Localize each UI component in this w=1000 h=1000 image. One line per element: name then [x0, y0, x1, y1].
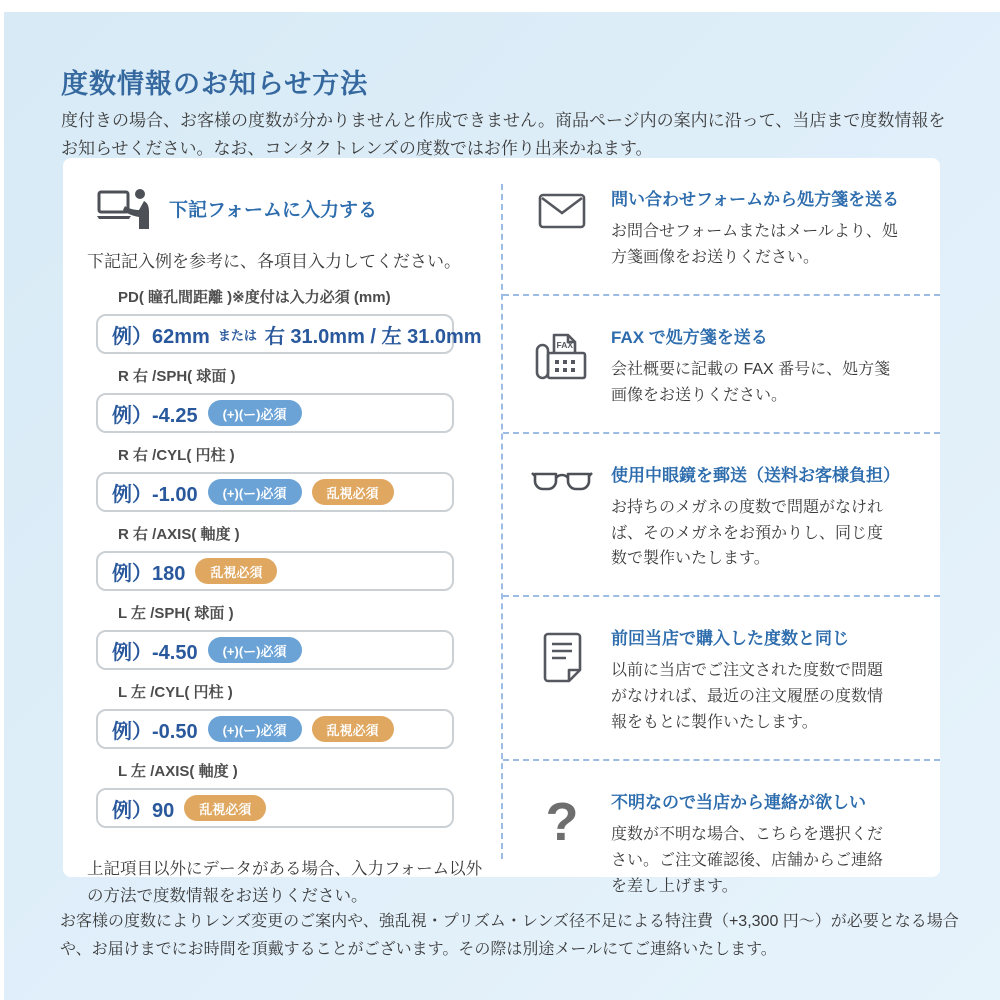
example-input-box — [96, 551, 454, 591]
form-row-l-axis — [96, 760, 454, 828]
field-label: R 右 /SPH( 球面 ) — [118, 368, 236, 385]
form-row-l-sph — [96, 602, 454, 670]
form-row-r-axis — [96, 523, 454, 591]
method-body: 度数が不明な場合、こちらを選択ください。ご注文確認後、店舗からご連絡を差し上げます。 — [611, 826, 884, 895]
form-row-r-cyl — [96, 444, 454, 512]
question-icon: ? — [545, 792, 579, 853]
method-title: 使用中眼鏡を郵送（送料お客様負担） — [611, 465, 900, 485]
glasses-icon — [525, 459, 599, 573]
method-text — [611, 183, 899, 271]
field-label: L 左 /SPH( 球面 ) — [118, 605, 234, 622]
fax-icon — [525, 321, 599, 409]
requirement-pill-astigmatism: 乱視必須 — [195, 558, 277, 584]
form-rows — [96, 286, 482, 828]
method-body: お問合せフォームまたはメールより、処方箋画像をお送りください。 — [611, 223, 898, 266]
person-at-computer-icon — [97, 186, 151, 230]
intro-text: 度付きの場合、お客様の度数が分かりませんと作成できません。商品ページ内の案内に沿って、当店まで度数情報をお知らせください。なお、コンタクトレンズの度数ではお作り出来かねます。 — [61, 111, 946, 158]
method-item-unknown — [503, 761, 940, 923]
method-title: 問い合わせフォームから処方箋を送る — [611, 190, 900, 209]
method-text — [611, 459, 900, 573]
method-body: お持ちのメガネの度数で問題がなければ、そのメガネをお預かりし、同じ度数で製作いたします。 — [611, 498, 884, 568]
form-note: 上記項目以外にデータがある場合、入力フォーム以外の方法で度数情報をお送りください。 — [87, 860, 483, 906]
info-card — [63, 158, 940, 906]
field-label: L 左 /CYL( 円柱 ) — [118, 684, 233, 701]
form-instruction: 下記記入例を参考に、各項目入力してください。 — [87, 252, 461, 271]
form-section-header — [97, 186, 501, 230]
example-value: 例）-0.50 — [112, 720, 198, 743]
envelope-icon — [525, 183, 599, 271]
method-item-contact-form — [503, 158, 940, 296]
method-text — [611, 622, 898, 736]
requirement-pill-sign: (+)(ー)必須 — [208, 400, 302, 426]
requirement-pill-sign: (+)(ー)必須 — [208, 479, 302, 505]
form-row-r-sph — [96, 365, 454, 433]
example-value: 例）180 — [112, 562, 186, 585]
example-input-box — [96, 393, 454, 433]
document-icon — [525, 622, 599, 736]
example-value: 例）-1.00 — [112, 483, 198, 506]
method-text — [611, 786, 898, 900]
method-body: 会社概要に記載の FAX 番号に、処方箋画像をお送りください。 — [611, 360, 891, 404]
form-section-heading: 下記フォームに入力する — [169, 199, 378, 221]
method-item-previous-order — [503, 597, 940, 761]
method-item-mail-glasses — [503, 434, 940, 598]
page-footer-note: お客様の度数によりレンズ変更のご案内や、強乱視・プリズム・レンズ径不足による特注費（+3,300 円～）が必要となる場合や、お届けまでにお時間を頂戴することがございます。その際は別途メールにてご連絡いたします。 — [60, 913, 959, 958]
example-input-box — [96, 709, 454, 749]
field-label: R 右 /CYL( 円柱 ) — [118, 447, 235, 464]
example-value: 例）-4.25 — [112, 404, 198, 427]
method-text — [611, 321, 898, 409]
example-input-box — [96, 314, 482, 354]
field-label: R 右 /AXIS( 軸度 ) — [118, 526, 240, 543]
requirement-pill-astigmatism: 乱視必須 — [184, 795, 266, 821]
example-input-box — [96, 472, 454, 512]
form-section — [63, 158, 501, 910]
method-title: 前回当店で購入した度数と同じ — [611, 629, 849, 649]
form-row-l-cyl — [96, 681, 454, 749]
requirement-pill-astigmatism: 乱視必須 — [312, 716, 394, 742]
method-body: 以前に当店でご注文された度数で問題がなければ、最近の注文履歴の度数情報をもとに製作いたします。 — [611, 662, 884, 732]
example-input-box — [96, 630, 454, 670]
requirement-pill-astigmatism: 乱視必須 — [312, 479, 394, 505]
example-value: 例）90 — [112, 799, 175, 822]
field-label: L 左 /AXIS( 軸度 ) — [118, 763, 238, 780]
method-title: FAX で処方箋を送る — [611, 327, 768, 347]
requirement-pill-sign: (+)(ー)必須 — [208, 716, 302, 742]
form-row-pd — [96, 286, 482, 354]
example-value: 例）-4.50 — [112, 641, 198, 664]
example-input-box — [96, 788, 454, 828]
example-value: 例）62mm — [112, 325, 210, 348]
methods-list — [503, 158, 940, 923]
svg-text:FAX: FAX — [556, 339, 574, 350]
page-title: 度数情報のお知らせ方法 — [61, 69, 369, 100]
method-title: 不明なので当店から連絡が欲しい — [611, 793, 866, 813]
method-item-fax — [503, 296, 940, 434]
example-value-2: 右 31.0mm / 左 31.0mm — [264, 325, 482, 348]
example-joiner: または — [217, 327, 257, 343]
field-label: PD( 瞳孔間距離 )※度付は入力必須 (mm) — [118, 289, 391, 306]
requirement-pill-sign: (+)(ー)必須 — [208, 637, 302, 663]
